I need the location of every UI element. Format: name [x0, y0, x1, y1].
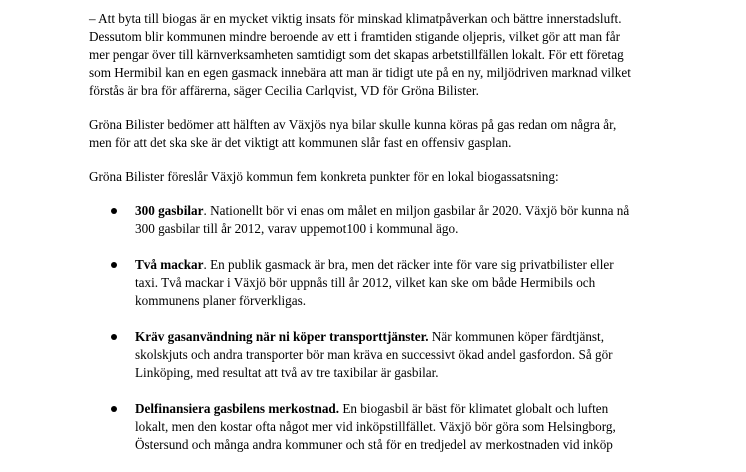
assessment-line: men för att det ska ske är det viktigt att kommunen slår fast en offensiv gasplan. [89, 135, 512, 150]
intro-paragraph [89, 10, 679, 100]
point-title: Delfinansiera gasbilens merkostnad. [135, 401, 340, 416]
proposal-intro-paragraph [89, 168, 679, 186]
bullet-icon [111, 406, 117, 412]
point-text: . Nationellt bör vi enas om målet en miljon gasbilar år 2020. Växjö bör kunna nå [203, 203, 630, 218]
bullet-icon [111, 262, 117, 268]
list-item [89, 400, 679, 454]
point-text: kommunens planer förverkligas. [135, 293, 307, 308]
point-text: . En publik gasmack är bra, men det räcker inte för vare sig privatbilister eller [203, 257, 614, 272]
intro-line: – Att byta till biogas är en mycket viktig insats för minskad klimatpåverkan och bättre innerstadsluft. [89, 11, 622, 26]
bullet-icon [111, 334, 117, 340]
point-title: 300 gasbilar [135, 203, 204, 218]
proposal-list [89, 202, 679, 454]
point-title: Kräv gasanvändning när ni köper transporttjänster. [135, 329, 429, 344]
proposal-intro-line: Gröna Bilister föreslår Växjö kommun fem konkreta punkter för en lokal biogassatsning: [89, 169, 559, 184]
list-item [89, 328, 679, 382]
intro-line: som Hermibil kan en egen gasmack innebära att man är tidigt ute på en ny, miljödriven marknad vilket [89, 65, 631, 80]
assessment-line: Gröna Bilister bedömer att hälften av Växjös nya bilar skulle kunna köras på gas redan om några år, [89, 117, 617, 132]
assessment-paragraph [89, 116, 679, 152]
point-title: Två mackar [135, 257, 204, 272]
point-text: 300 gasbilar till år 2012, varav uppemot100 i kommunal ägo. [135, 221, 459, 236]
point-text: En biogasbil är bäst för klimatet globalt och luften [339, 401, 609, 416]
point-text: Östersund och många andra kommuner och stå för en tredjedel av merkostnaden vid inköp [135, 437, 613, 452]
point-text: skolskjuts och andra transporter bör man kräva en successivt ökad andel gasfordon. Så gör [135, 347, 613, 362]
point-text: Linköping, med resultat att två av tre taxibilar är gasbilar. [135, 365, 439, 380]
document-page [89, 10, 679, 472]
intro-line: Dessutom blir kommunen mindre beroende av ett i framtiden stigande oljepris, vilket gör att man får [89, 29, 621, 44]
intro-line: förstås är bra för affärerna, säger Cecilia Carlqvist, VD för Gröna Bilister. [89, 83, 479, 98]
list-item [89, 202, 679, 238]
point-text: taxi. Två mackar i Växjö bör uppnås till år 2012, vilket kan ske om både Hermibils och [135, 275, 596, 290]
intro-line: mer pengar över till kärnverksamheten samtidigt som det skapas arbetstillfällen lokalt. För ett företag [89, 47, 624, 62]
bullet-icon [111, 208, 117, 214]
point-text: lokalt, men den kostar ofta något mer vid inköpstillfället. Växjö bör göra som Helsingborg, [135, 419, 616, 434]
list-item [89, 256, 679, 310]
point-text: När kommunen köper färdtjänst, [428, 329, 605, 344]
